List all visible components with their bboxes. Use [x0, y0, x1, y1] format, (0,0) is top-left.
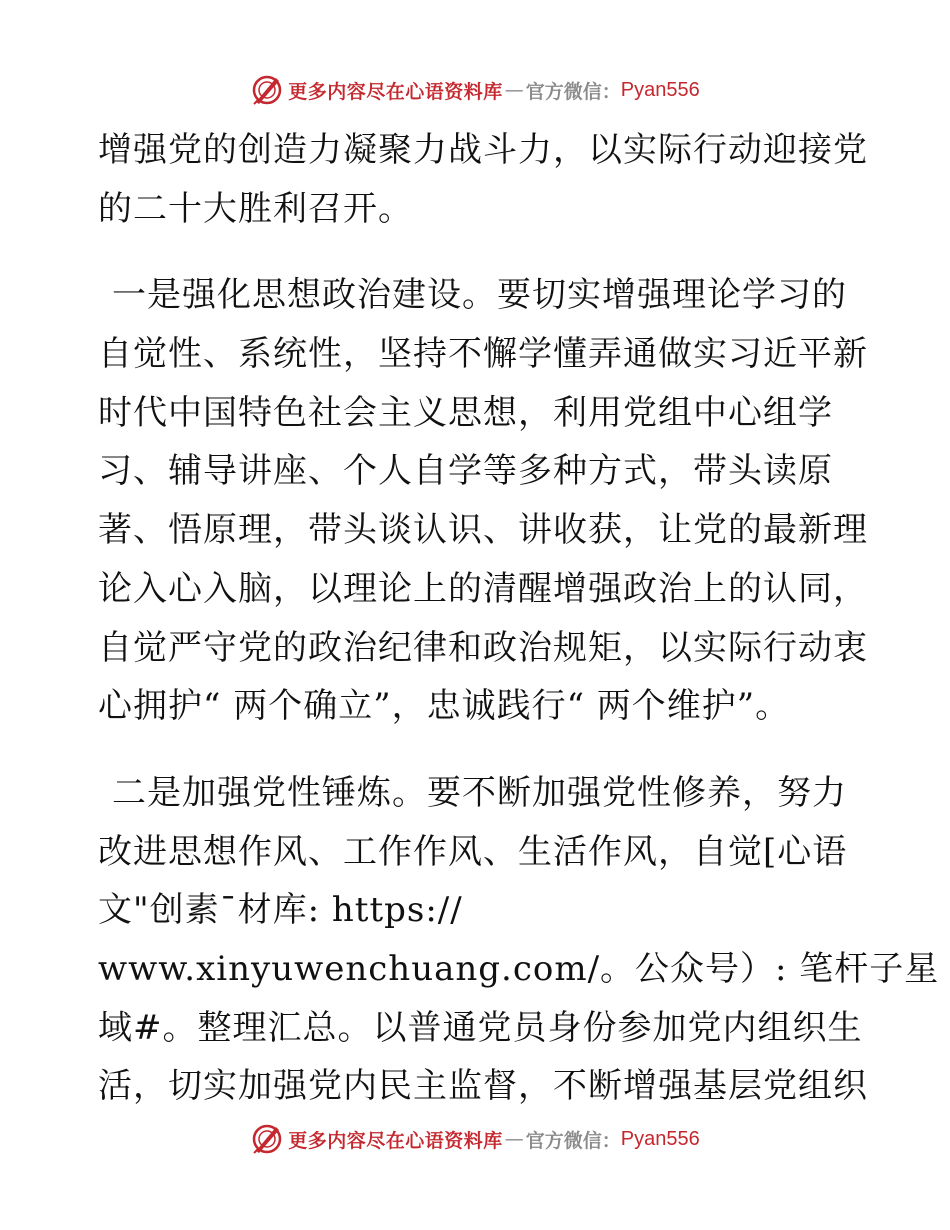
text-line: 一是强化思想政治建设。要切实增强理论学习的 — [112, 275, 847, 316]
text-line: www.xinyuwenchuang.com/。公众号）: 笔杆子星 — [98, 948, 940, 989]
text-line: 自觉性、系统性，坚持不懈学懂弄通做实习近平新 — [98, 334, 868, 375]
text-line: 心拥护“ 两个确立”，忠诚践行“ 两个维护”。 — [98, 686, 791, 727]
text-line: 著、悟原理，带头谈认识、讲收获，让党的最新理 — [98, 510, 868, 551]
paragraph — [98, 269, 868, 732]
watermark-main-text: 更多内容尽在心语资料库 — [288, 1129, 503, 1152]
text-line: 自觉严守党的政治纪律和政治规矩，以实际行动衷 — [98, 627, 868, 668]
text-line: 二是加强党性锤炼。要不断加强党性修养，努力 — [112, 772, 847, 813]
watermark-main-text: 更多内容尽在心语资料库 — [288, 80, 503, 103]
text-line: 的二十大胜利召开。 — [98, 188, 413, 229]
watermark-separator: — — [504, 79, 524, 101]
text-line: 时代中国特色社会主义思想，利用党组中心组学 — [98, 392, 833, 433]
text-line: 活，切实加强党内民主监督，不断增强基层党组织 — [98, 1066, 868, 1107]
quill-logo-icon — [250, 1122, 284, 1156]
paragraph — [98, 124, 868, 235]
watermark-separator: — — [504, 1128, 524, 1150]
text-line: 文"创素¯材库: https:// — [98, 890, 463, 931]
watermark-account: Pyan556 — [620, 78, 700, 101]
footer-watermark — [0, 1119, 950, 1159]
paragraph — [98, 767, 940, 1112]
header-watermark — [0, 70, 950, 110]
watermark-label: 官方微信： — [525, 1129, 621, 1152]
text-line: 域#。整理汇总。以普通党员身份参加党内组织生 — [98, 1007, 863, 1048]
text-line: 改进思想作风、工作作风、生活作风，自觉[心语 — [98, 831, 848, 872]
text-line: 论入心入脑，以理论上的清醒增强政治上的认同， — [98, 568, 868, 609]
text-line: 习、辅导讲座、个人自学等多种方式，带头读原 — [98, 451, 833, 492]
document-body — [98, 124, 940, 1119]
watermark-label: 官方微信： — [525, 80, 621, 103]
quill-logo-icon — [250, 73, 284, 107]
text-line: 增强党的创造力凝聚力战斗力，以实际行动迎接党 — [98, 130, 868, 170]
watermark-account: Pyan556 — [620, 1127, 700, 1150]
